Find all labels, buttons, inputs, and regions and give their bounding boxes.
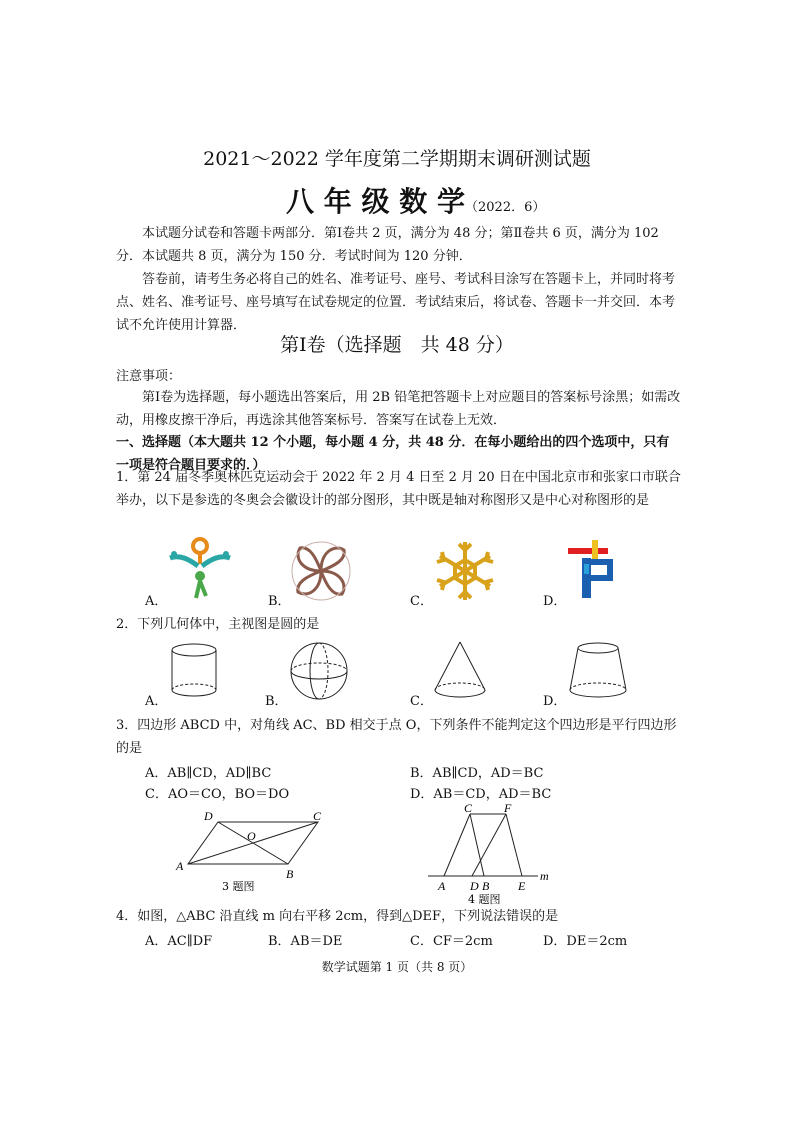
q3-caption: 3 题图 bbox=[222, 880, 255, 893]
q2-cone-figure bbox=[432, 640, 488, 702]
q4-stem: 4．如图，△ABC 沿直线 m 向右平移 2cm，得到△DEF，下列说法错误的是 bbox=[116, 909, 559, 924]
intro-paragraph-1: 本试题分试卷和答题卡两部分．第Ⅰ卷共 2 页，满分为 48 分；第Ⅱ卷共 6 页，满分为 102 分．本试题共 8 页，满分为 150 分．考试时间为 120 分钟． bbox=[116, 226, 659, 264]
q2-option-d[interactable]: D． bbox=[543, 694, 567, 709]
q4-label-f: F bbox=[504, 802, 512, 815]
notice-label: 注意事项： bbox=[116, 369, 182, 384]
q1-option-d[interactable]: D． bbox=[543, 594, 567, 609]
q3-parallelogram-figure bbox=[170, 806, 330, 894]
exam-title: 2021～2022 学年度第二学期期末调研测试题 bbox=[203, 148, 591, 170]
q4-label-e: E bbox=[518, 879, 526, 893]
q2-option-c[interactable]: C． bbox=[410, 694, 433, 709]
q4-option-c[interactable]: C．CF＝2cm bbox=[410, 934, 493, 949]
q4-label-d: D bbox=[470, 879, 479, 893]
q4-option-b[interactable]: B．AB＝DE bbox=[268, 934, 343, 949]
exam-date: （2022．6） bbox=[465, 200, 546, 215]
q2-stem: 2．下列几何体中，主视图是圆的是 bbox=[116, 617, 320, 632]
subject-line bbox=[286, 180, 545, 220]
part-heading: 一、选择题（本大题共 12 个小题，每小题 4 分，共 48 分．在每小题给出的四个选项中，只有一项是符合题目要求的．） bbox=[116, 435, 670, 473]
q4-translation-figure bbox=[426, 802, 556, 906]
page-footer: 数学试题第 1 页（共 8 页） bbox=[321, 960, 473, 974]
q4-label-m: m bbox=[540, 869, 549, 883]
q4-option-d[interactable]: D．DE＝2cm bbox=[543, 934, 628, 949]
q3-label-c: C bbox=[313, 809, 322, 823]
q3-label-d: D bbox=[204, 809, 213, 823]
q3-label-a: A bbox=[176, 859, 184, 873]
q3-stem: 3．四边形 ABCD 中，对角线 AC、BD 相交于点 O，下列条件不能判定这个四边形是平行四边形的是 bbox=[116, 718, 677, 756]
q1-logo-c-figure bbox=[432, 538, 498, 604]
q1-option-a[interactable]: A． bbox=[145, 594, 168, 609]
intro-paragraph-2: 答卷前，请考生务必将自己的姓名、准考证号、座号、考试科目涂写在答题卡上，并同时将考点、姓名、准考证号、座号填写在试卷规定的位置．考试结束后，将试卷、答题卡一并交回．本考试不允许使用计算器． bbox=[116, 272, 676, 333]
q4-label-b: B bbox=[482, 879, 490, 893]
q3-option-b[interactable]: B．AB∥CD，AD＝BC bbox=[410, 766, 544, 781]
q1-logo-d-figure bbox=[566, 538, 622, 604]
q1-logo-a-figure bbox=[160, 536, 240, 602]
q1-option-b[interactable]: B． bbox=[268, 594, 291, 609]
q2-option-a[interactable]: A． bbox=[145, 694, 168, 709]
q3-option-d[interactable]: D．AB＝CD，AD＝BC bbox=[410, 787, 552, 802]
q4-label-a: A bbox=[438, 879, 446, 893]
q1-option-c[interactable]: C． bbox=[410, 594, 433, 609]
q2-option-b[interactable]: B． bbox=[265, 694, 288, 709]
notice-text: 第Ⅰ卷为选择题，每小题选出答案后，用 2B 铅笔把答题卡上对应题目的答案标号涂黑；如需改动，用橡皮擦干净后，再选涂其他答案标号．答案写在试卷上无效． bbox=[116, 390, 681, 428]
q2-cylinder-figure bbox=[168, 642, 220, 700]
q2-frustum-figure bbox=[566, 640, 630, 702]
q4-label-c: C bbox=[464, 802, 473, 815]
q3-option-a[interactable]: A．AB∥CD，AD∥BC bbox=[145, 766, 272, 781]
q2-sphere-figure bbox=[288, 640, 350, 702]
q1-stem: 1．第 24 届冬季奥林匹克运动会于 2022 年 2 月 4 日至 2 月 20 日在中国北京市和张家口市联合举办，以下是参选的冬奥会会徽设计的部分图形，其中既是轴对称图形又是中心对称图形的是 bbox=[116, 470, 681, 508]
q3-label-o: O bbox=[247, 829, 256, 843]
q3-option-c[interactable]: C．AO＝CO，BO＝DO bbox=[145, 787, 290, 802]
q1-logo-b-figure bbox=[288, 538, 354, 604]
q4-option-a[interactable]: A．AC∥DF bbox=[145, 934, 213, 949]
q4-caption: 4 题图 bbox=[468, 893, 501, 906]
subject-title: 八 年 级 数 学 bbox=[286, 185, 465, 218]
q3-label-b: B bbox=[286, 867, 294, 881]
section-title: 第Ⅰ卷（选择题 共 48 分） bbox=[280, 334, 514, 356]
